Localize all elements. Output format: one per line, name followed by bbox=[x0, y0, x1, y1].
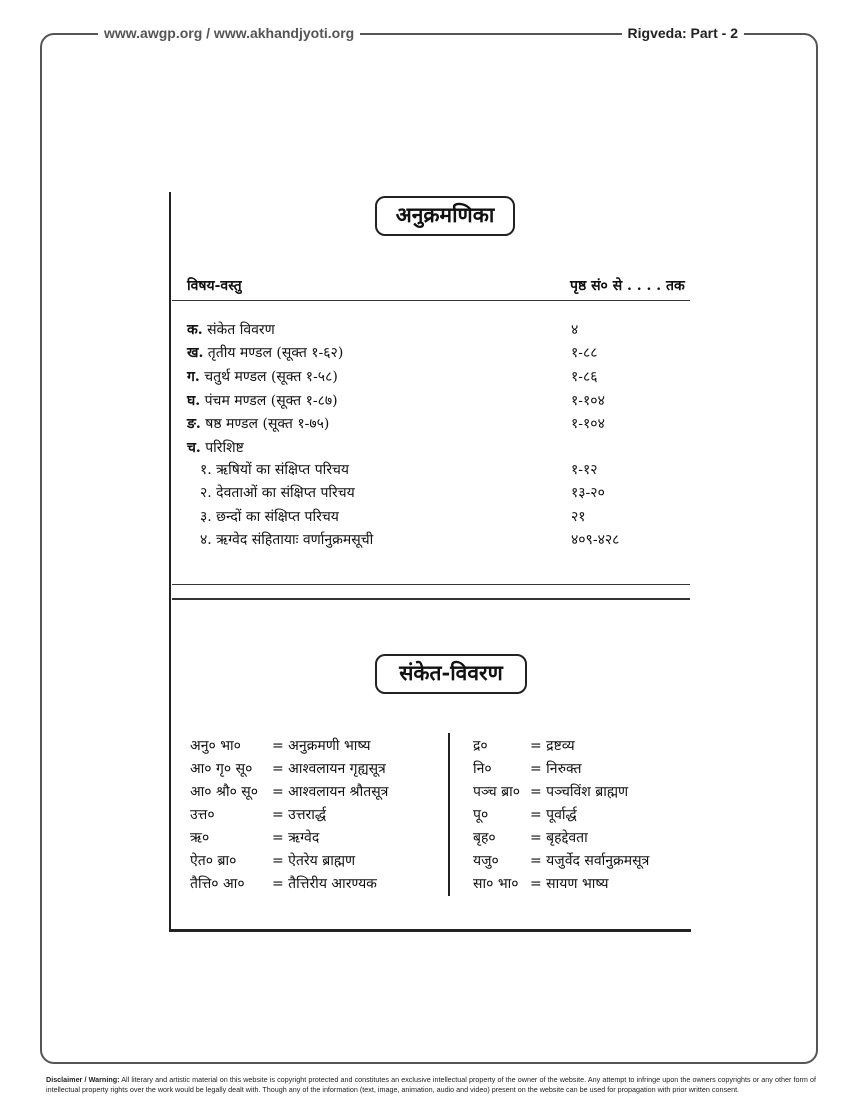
abbreviation-key: आ० गृ० सू० bbox=[190, 761, 253, 777]
toc-row-pages: ४ bbox=[571, 322, 579, 338]
abbreviation-meaning: = ऋग्वेद bbox=[272, 830, 320, 846]
toc-row-text: चतुर्थ मण्डल (सूक्त १-५८) bbox=[204, 369, 338, 385]
page-frame bbox=[40, 33, 818, 1064]
toc-appendix-label: २. देवताओं का संक्षिप्त परिचय bbox=[200, 485, 355, 501]
section-divider bbox=[172, 584, 690, 585]
toc-row-pages: १-१०४ bbox=[571, 393, 605, 409]
abbreviation-key: ऐत० ब्रा० bbox=[190, 853, 237, 869]
abbreviation-meaning: = पूर्वार्द्ध bbox=[530, 807, 577, 823]
abbreviation-key: यजु० bbox=[473, 853, 499, 869]
toc-appendix-label: ४. ऋग्वेद संहितायाः वर्णानुक्रमसूची bbox=[200, 532, 374, 548]
abbreviation-key: अनु० भा० bbox=[190, 738, 241, 754]
abbreviation-key: ऋ० bbox=[190, 830, 210, 846]
toc-row-text: संकेत विवरण bbox=[207, 322, 275, 338]
abbreviations-title: संकेत-विवरण bbox=[375, 654, 527, 694]
toc-row-marker: च. bbox=[187, 440, 201, 456]
abbreviation-meaning: = सायण भाष्य bbox=[530, 876, 609, 892]
toc-appendix-pages: ४०९-४२८ bbox=[571, 532, 620, 548]
toc-col-subject: विषय-वस्तु bbox=[187, 278, 242, 294]
abbreviation-meaning: = आश्वलायन श्रौतसूत्र bbox=[272, 784, 389, 800]
toc-row-marker: क. bbox=[187, 322, 203, 338]
toc-row-label bbox=[187, 413, 329, 436]
toc-row-marker: घ. bbox=[187, 393, 201, 409]
abbreviation-meaning: = ऐतरेय ब्राह्मण bbox=[272, 853, 356, 869]
scan-bottom-rule bbox=[169, 929, 691, 932]
toc-row-marker: ग. bbox=[187, 369, 200, 385]
toc-row-label bbox=[187, 319, 275, 342]
toc-divider bbox=[172, 300, 690, 301]
abbreviation-key: पञ्च ब्रा० bbox=[473, 784, 521, 800]
toc-row-pages: १-१०४ bbox=[571, 416, 605, 432]
site-url: www.awgp.org / www.akhandjyoti.org bbox=[98, 23, 360, 43]
abbreviation-meaning: = पञ्चविंश ब्राह्मण bbox=[530, 784, 629, 800]
toc-row-label bbox=[187, 390, 338, 413]
abbreviation-meaning: = उत्तरार्द्ध bbox=[272, 807, 327, 823]
toc-col-pages: पृष्ठ सं० से . . . . तक bbox=[570, 278, 685, 294]
toc-appendix-pages: १३-२० bbox=[571, 485, 605, 501]
toc-row-marker: ङ. bbox=[187, 416, 201, 432]
toc-row-marker: ख. bbox=[187, 345, 204, 361]
abbreviation-key: आ० श्रौ० सू० bbox=[190, 784, 259, 800]
toc-appendix-label: ३. छन्दों का संक्षिप्त परिचय bbox=[200, 509, 339, 525]
toc-row-text: पंचम मण्डल (सूक्त १-८७) bbox=[204, 393, 338, 409]
disclaimer-text: All literary and artistic material on this website is copyright protected and constitutes an exclusive intellectual property of the owner of the website. Any attempt to infringe upon the owners copyrights or any other form of intellectual property rights over the work would be legally dealt with. Though any of the information (text, image, animation, audio and video) present on the website can be used for propagation with prior written consent. bbox=[46, 1075, 816, 1094]
abbreviations-column-divider bbox=[448, 733, 450, 896]
abbreviation-meaning: = बृहद्देवता bbox=[530, 830, 588, 846]
section-divider-thick bbox=[172, 598, 690, 600]
abbreviation-meaning: = अनुक्रमणी भाष्य bbox=[272, 738, 371, 754]
toc-row-pages: १-८८ bbox=[571, 345, 598, 361]
abbreviation-key: सा० भा० bbox=[473, 876, 519, 892]
scan-left-rule bbox=[169, 192, 171, 929]
toc-appendix-pages: २१ bbox=[571, 509, 586, 525]
toc-row-label bbox=[187, 437, 244, 460]
toc-row-text: तृतीय मण्डल (सूक्त १-६२) bbox=[207, 345, 344, 361]
abbreviation-key: तैत्ति० आ० bbox=[190, 876, 245, 892]
disclaimer-label: Disclaimer / Warning: bbox=[46, 1075, 120, 1084]
abbreviation-meaning: = तैत्तिरीय आरण्यक bbox=[272, 876, 377, 892]
toc-row-text: षष्ठ मण्डल (सूक्त १-७५) bbox=[205, 416, 330, 432]
toc-row-text: परिशिष्ट bbox=[205, 440, 244, 456]
book-title: Rigveda: Part - 2 bbox=[622, 23, 744, 43]
toc-appendix-label: १. ऋषियों का संक्षिप्त परिचय bbox=[200, 462, 350, 478]
abbreviation-key: नि० bbox=[473, 761, 492, 777]
abbreviation-meaning: = द्रष्टव्य bbox=[530, 738, 575, 754]
abbreviation-meaning: = निरुक्त bbox=[530, 761, 582, 777]
abbreviation-meaning: = आश्वलायन गृह्यसूत्र bbox=[272, 761, 386, 777]
toc-row-pages: १-८६ bbox=[571, 369, 598, 385]
abbreviation-key: पू० bbox=[473, 807, 489, 823]
abbreviation-key: द्र० bbox=[473, 738, 488, 754]
disclaimer bbox=[46, 1075, 816, 1094]
toc-row-label bbox=[187, 342, 343, 365]
abbreviation-meaning: = यजुर्वेद सर्वानुक्रमसूत्र bbox=[530, 853, 650, 869]
toc-row-label bbox=[187, 366, 338, 389]
toc-appendix-pages: १-१२ bbox=[571, 462, 598, 478]
abbreviation-key: उत्त० bbox=[190, 807, 215, 823]
abbreviation-key: बृह० bbox=[473, 830, 496, 846]
toc-title: अनुक्रमणिका bbox=[375, 196, 515, 236]
